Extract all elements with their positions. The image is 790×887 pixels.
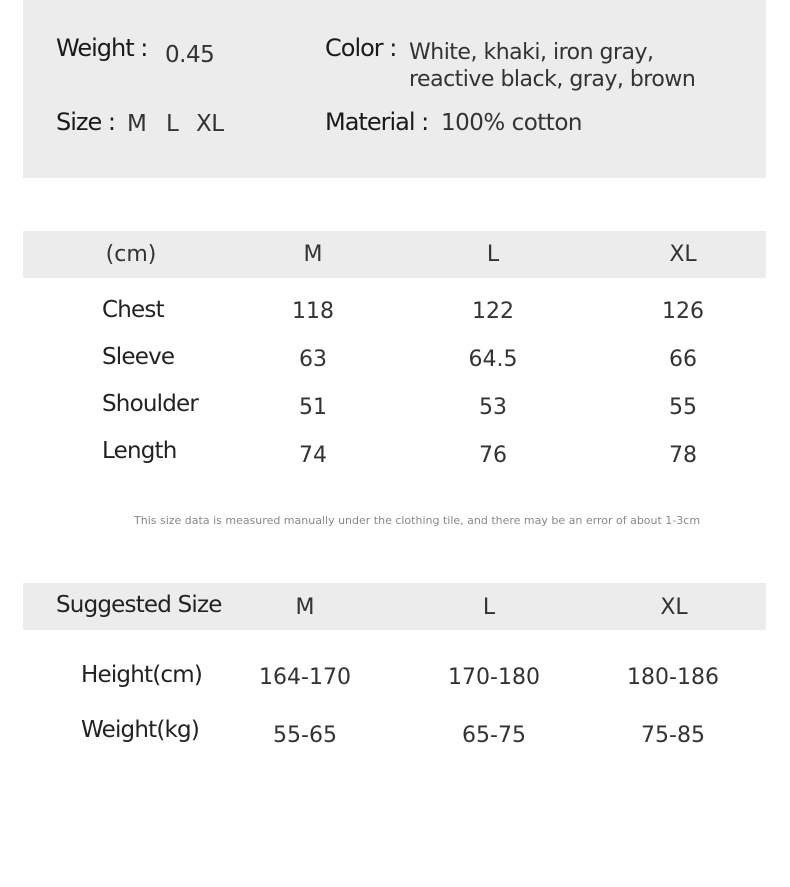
material-label: Material : [325,108,429,136]
weight-value: 0.45 [165,42,215,68]
size-value-m: M [127,111,147,137]
color-values-line1: White, khaki, iron gray, [409,40,654,65]
cell-shoulder-xl: 55 [669,395,697,420]
cell-weight-m: 55-65 [273,723,337,748]
cell-shoulder-l: 53 [479,395,507,420]
cell-length-l: 76 [479,443,507,468]
size-chart-header-xl: XL [669,242,697,267]
size-value-l: L [166,111,179,137]
cell-height-xl: 180-186 [627,665,719,690]
measurement-note: This size data is measured manually under the clothing tile, and there may be an error of about 1-3cm [134,514,701,527]
cell-chest-xl: 126 [662,299,704,324]
size-chart-header-m: M [303,242,323,267]
row-label-length: Length [102,438,177,464]
row-label-weight: Weight(kg) [81,717,199,743]
cell-height-l: 170-180 [448,665,540,690]
cell-chest-l: 122 [472,299,514,324]
size-chart-unit-header: (cm) [105,242,157,267]
cell-weight-xl: 75-85 [641,723,705,748]
suggested-size-header: Suggested Size [56,592,222,618]
row-label-shoulder: Shoulder [102,391,199,417]
color-label: Color : [325,34,397,62]
material-value: 100% cotton [441,110,582,136]
row-label-sleeve: Sleeve [102,344,175,370]
cell-chest-m: 118 [292,299,334,324]
suggested-header-xl: XL [660,595,688,620]
cell-height-m: 164-170 [259,665,351,690]
size-chart-header-l: L [486,242,500,267]
cell-length-m: 74 [299,443,327,468]
cell-length-xl: 78 [669,443,697,468]
suggested-header-l: L [482,595,496,620]
cell-sleeve-m: 63 [299,347,327,372]
color-values-line2: reactive black, gray, brown [409,67,696,92]
cell-sleeve-l: 64.5 [468,347,518,372]
row-label-height: Height(cm) [81,662,203,688]
size-label: Size : [56,108,115,136]
size-value-xl: XL [196,111,224,137]
row-label-chest: Chest [102,297,164,323]
suggested-header-m: M [295,595,315,620]
cell-weight-l: 65-75 [462,723,526,748]
cell-sleeve-xl: 66 [669,347,697,372]
cell-shoulder-m: 51 [299,395,327,420]
weight-label: Weight : [56,34,148,62]
